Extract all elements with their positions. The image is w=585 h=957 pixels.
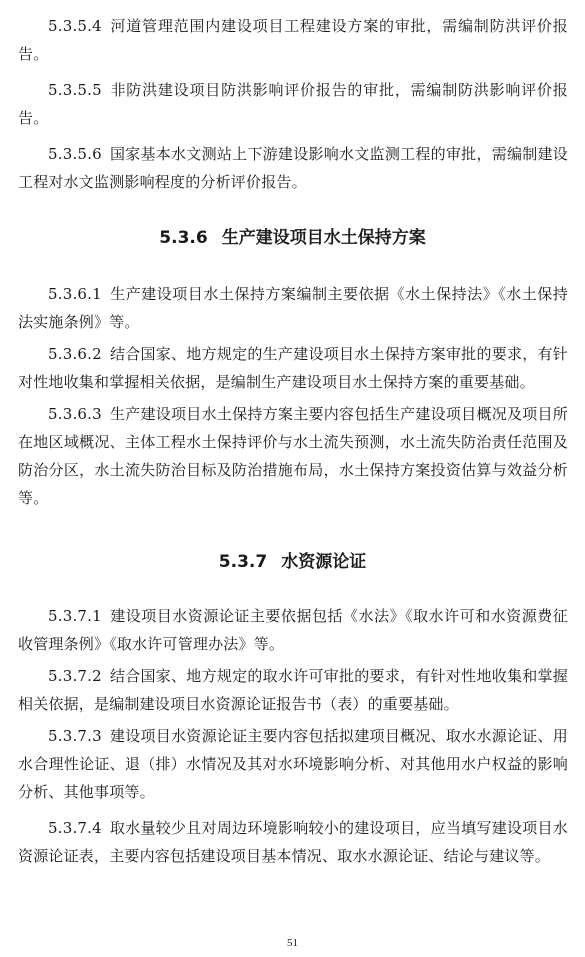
page-number: 51: [287, 937, 298, 949]
clause-number: 5.3.7.1: [48, 607, 102, 625]
paragraph-5-3-5-4: [18, 12, 568, 68]
clause-text: 建设项目水资源论证主要依据包括《水法》《取水许可和水资源费征收管理条例》《取水许可管理办法》等。: [18, 607, 568, 653]
clause-text: 结合国家、地方规定的取水许可审批的要求，有针对性地收集和掌握相关依据，是编制建设项目水资源论证报告书（表）的重要基础。: [18, 667, 568, 713]
paragraph-5-3-7-2: [18, 662, 568, 718]
paragraph-5-3-7-3: [18, 722, 568, 806]
clause-text: 河道管理范围内建设项目工程建设方案的审批，需编制防洪评价报告。: [18, 17, 568, 63]
section-number: 5.3.7: [218, 552, 268, 572]
clause-number: 5.3.6.2: [48, 345, 102, 363]
section-number: 5.3.6: [159, 228, 208, 248]
paragraph-5-3-5-6: [18, 140, 568, 196]
paragraph-5-3-7-1: [18, 602, 568, 658]
clause-text: 生产建设项目水土保持方案编制主要依据《水土保持法》《水土保持法实施条例》等。: [18, 285, 568, 331]
clause-text: 取水量较少且对周边环境影响较小的建设项目，应当填写建设项目水资源论证表，主要内容包括建设项目基本情况、取水水源论证、结论与建议等。: [18, 819, 568, 865]
clause-number: 5.3.5.4: [48, 17, 102, 35]
paragraph-5-3-6-2: [18, 340, 568, 396]
clause-text: 结合国家、地方规定的生产建设项目水土保持方案审批的要求，有针对性地收集和掌握相关依据，是编制生产建设项目水土保持方案的重要基础。: [18, 345, 568, 391]
section-heading-5-3-7: [0, 550, 585, 574]
paragraph-5-3-6-1: [18, 280, 568, 336]
clause-number: 5.3.7.4: [48, 819, 102, 837]
clause-number: 5.3.6.1: [48, 285, 102, 303]
clause-text: 国家基本水文测站上下游建设影响水文监测工程的审批，需编制建设工程对水文监测影响程度的分析评价报告。: [18, 145, 568, 191]
clause-number: 5.3.5.5: [48, 81, 102, 99]
clause-text: 生产建设项目水土保持方案主要内容包括生产建设项目概况及项目所在地区域概况、主体工程水土保持评价与水土流失预测，水土流失防治责任范围及防治分区，水土流失防治目标及防治措施布局，水土保持方案投资估算与效益分析等。: [18, 405, 568, 507]
paragraph-5-3-7-4: [18, 814, 568, 870]
section-title: 生产建设项目水土保持方案: [221, 228, 426, 248]
section-title: 水资源论证: [281, 552, 367, 572]
paragraph-5-3-6-3: [18, 400, 568, 512]
clause-text: 非防洪建设项目防洪影响评价报告的审批，需编制防洪影响评价报告。: [18, 81, 568, 127]
clause-number: 5.3.6.3: [48, 405, 102, 423]
clause-number: 5.3.7.2: [48, 667, 102, 685]
clause-number: 5.3.5.6: [48, 145, 102, 163]
clause-number: 5.3.7.3: [48, 727, 102, 745]
clause-text: 建设项目水资源论证主要内容包括拟建项目概况、取水水源论证、用水合理性论证、退（排）水情况及其对水环境影响分析、对其他用水户权益的影响分析、其他事项等。: [18, 727, 568, 801]
paragraph-5-3-5-5: [18, 76, 568, 132]
section-heading-5-3-6: [0, 226, 585, 250]
